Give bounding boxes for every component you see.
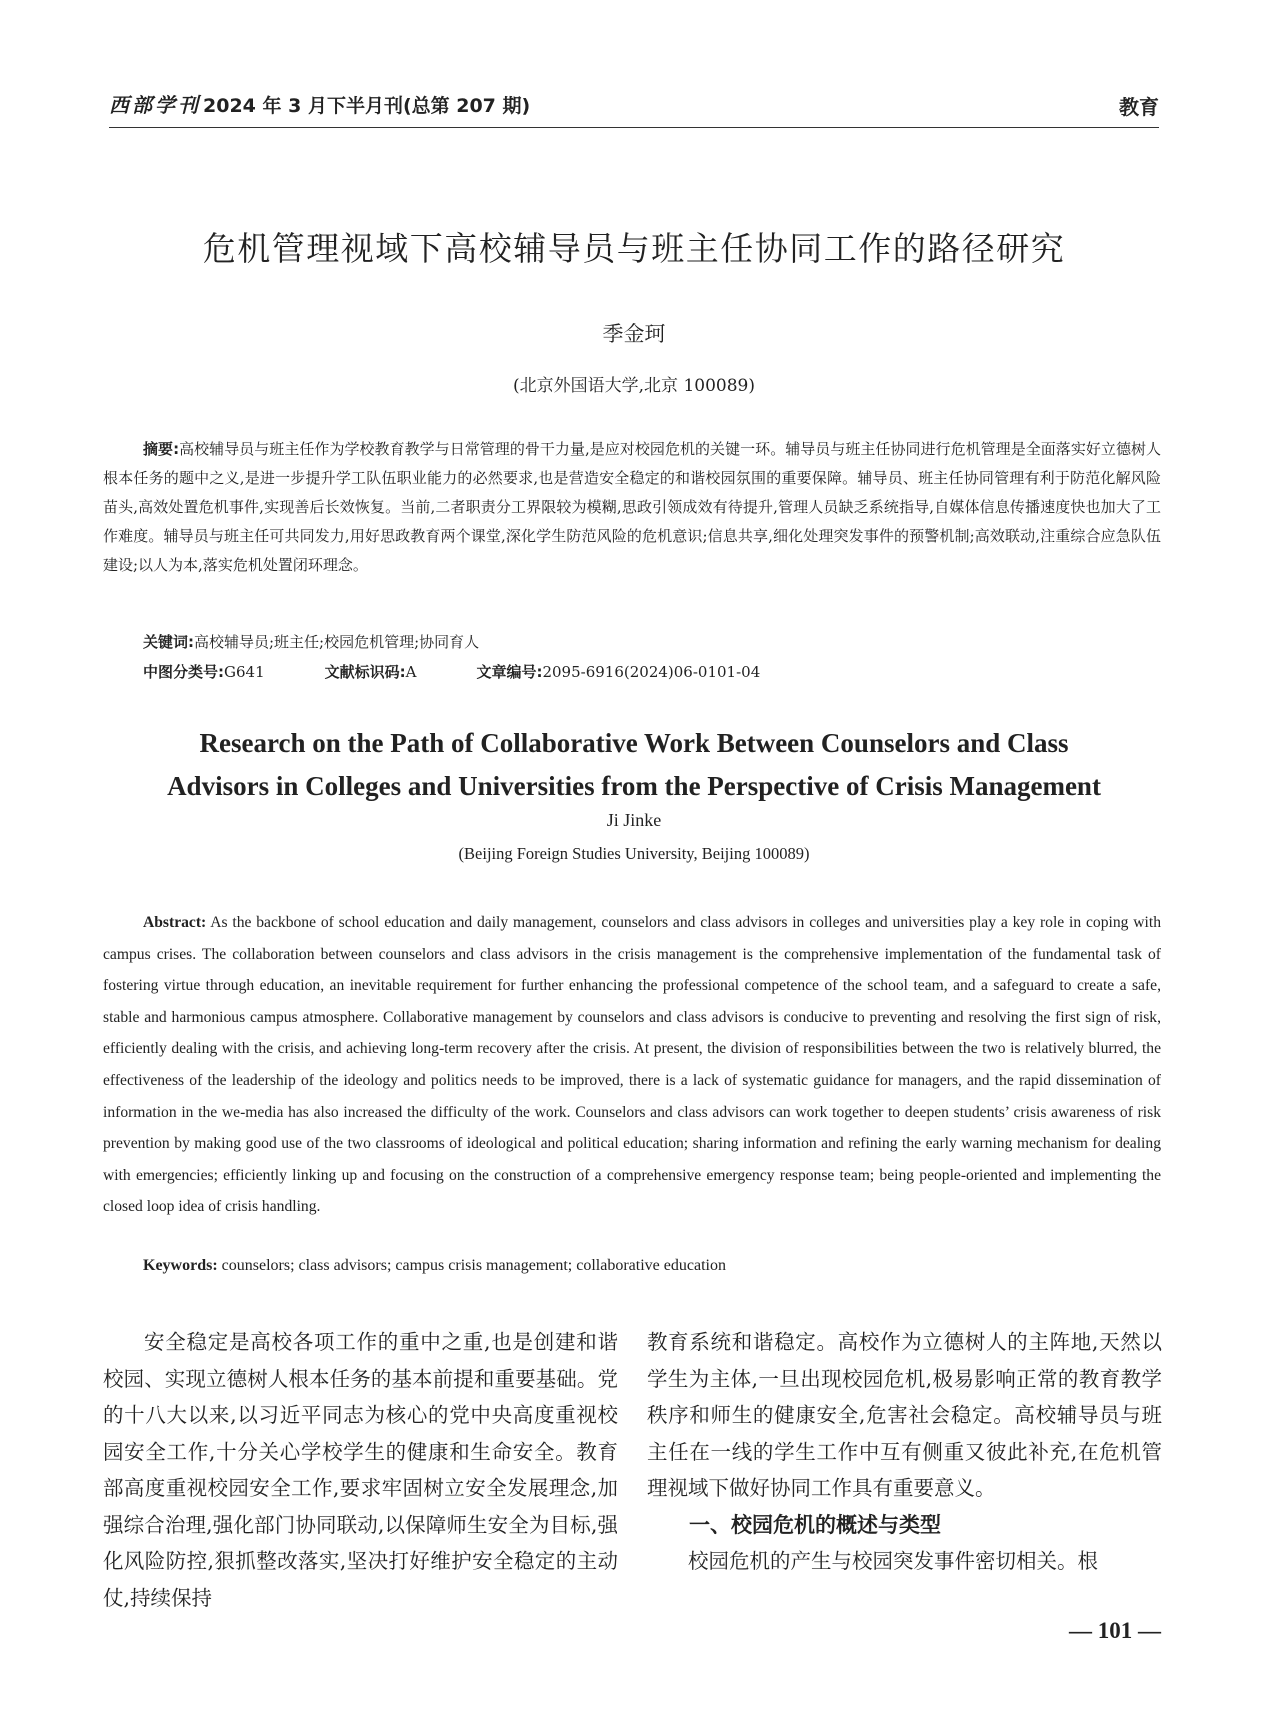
- abstract-english-text: As the backbone of school education and daily management, counselors and class advisors in colleges and universities play a key role in coping with campus crises. The collaboration between counselors and class advisors in the crisis management is the comprehensive implementation of the fundamental task of fostering virtue through education, an inevitable requirement for further enhancing the professional competence of the school team, and a safeguard to create a safe, stable and harmonious campus atmosphere. Collaborative management by counselors and class advisors is conducive to preventing and resolving the first sign of risk, efficiently dealing with the crisis, and achieving long-term recovery after the crisis. At present, the division of responsibilities between the two is relatively blurred, the effectiveness of the leadership of the ideology and politics needs to be improved, there is a lack of systematic guidance for managers, and the rapid dissemination of information in the we-media has also increased the difficulty of the work. Counselors and class advisors can work together to deepen students’ crisis awareness of risk prevention by making good use of the two classrooms of ideological and political education; sharing information and refining the early warning mechanism for dealing with emergencies; efficiently linking up and focusing on the construction of a comprehensive emergency response team; being people-oriented and implementing the closed loop idea of crisis handling.: [103, 914, 1161, 1216]
- body-paragraph: 安全稳定是高校各项工作的重中之重,也是创建和谐校园、实现立德树人根本任务的基本前提和重要基础。党的十八大以来,以习近平同志为核心的党中央高度重视校园安全工作,十分关心学校学生的健康和生命安全。教育部高度重视校园安全工作,要求牢固树立安全发展理念,加强综合治理,强化部门协同联动,以保障师生安全为目标,强化风险防控,狠抓整改落实,坚决打好维护安全稳定的主动仗,持续保持: [103, 1330, 618, 1610]
- section-heading: 一、校园危机的概述与类型: [689, 1512, 941, 1537]
- page-number: — 101 —: [1069, 1618, 1161, 1643]
- classification-line: [143, 658, 760, 686]
- header-rule: [109, 127, 1159, 128]
- body-column-right: [647, 1324, 1162, 1580]
- abstract-chinese-label: 摘要:: [143, 440, 180, 458]
- title-english-line-1: Research on the Path of Collaborative Work Between Counselors and Class: [199, 728, 1069, 758]
- body-paragraph: 校园危机的产生与校园突发事件密切相关。根: [688, 1549, 1098, 1573]
- article-no-value: 2095-6916(2024)06-0101-04: [542, 663, 761, 681]
- keywords-chinese-text: 高校辅导员;班主任;校园危机管理;协同育人: [194, 633, 480, 651]
- body-column-left: [103, 1324, 618, 1616]
- running-header: [109, 89, 530, 123]
- issue-info: 2024 年 3 月下半月刊(总第 207 期): [203, 95, 531, 117]
- doc-code-label: 文献标识码:: [324, 663, 406, 681]
- title-chinese: 危机管理视域下高校辅导员与班主任协同工作的路径研究: [202, 229, 1066, 268]
- journal-logo: 西部学刊: [109, 93, 201, 117]
- keywords-english: [143, 1257, 726, 1275]
- keywords-english-label: Keywords:: [143, 1257, 218, 1274]
- author-english: Ji Jinke: [606, 810, 662, 830]
- affiliation-chinese: (北京外国语大学,北京 100089): [513, 376, 755, 396]
- keywords-chinese: [143, 628, 479, 656]
- abstract-english: [103, 907, 1161, 1223]
- abstract-english-label: Abstract:: [143, 914, 207, 931]
- keywords-english-text: counselors; class advisors; campus crisis management; collaborative education: [221, 1257, 726, 1274]
- title-english-line-2: Advisors in Colleges and Universities from the Perspective of Crisis Management: [167, 771, 1101, 801]
- abstract-chinese: [103, 435, 1161, 580]
- doc-code-value: A: [405, 663, 417, 681]
- affiliation-english: (Beijing Foreign Studies University, Beijing 100089): [458, 844, 810, 863]
- title-english: [0, 722, 1268, 808]
- body-paragraph-continued: 教育系统和谐稳定。高校作为立德树人的主阵地,天然以学生为主体,一旦出现校园危机,极易影响正常的教育教学秩序和师生的健康安全,危害社会稳定。高校辅导员与班主任在一线的学生工作中互有侧重又彼此补充,在危机管理视域下做好协同工作具有重要意义。: [647, 1330, 1162, 1500]
- section-name: 教育: [1119, 95, 1159, 119]
- abstract-chinese-text: 高校辅导员与班主任作为学校教育教学与日常管理的骨干力量,是应对校园危机的关键一环。辅导员与班主任协同进行危机管理是全面落实好立德树人根本任务的题中之义,是进一步提升学工队伍职业能力的必然要求,也是营造安全稳定的和谐校园氛围的重要保障。辅导员、班主任协同管理有利于防范化解风险苗头,高效处置危机事件,实现善后长效恢复。当前,二者职责分工界限较为模糊,思政引领成效有待提升,管理人员缺乏系统指导,自媒体信息传播速度快也加大了工作难度。辅导员与班主任可共同发力,用好思政教育两个课堂,深化学生防范风险的危机意识;信息共享,细化处理突发事件的预警机制;高效联动,注重综合应急队伍建设;以人为本,落实危机处置闭环理念。: [103, 440, 1162, 574]
- article-no-label: 文章编号:: [476, 663, 543, 681]
- keywords-chinese-label: 关键词:: [143, 633, 194, 651]
- clc-value: G641: [224, 663, 265, 681]
- clc-label: 中图分类号:: [143, 663, 224, 681]
- author-chinese: 季金珂: [602, 322, 666, 346]
